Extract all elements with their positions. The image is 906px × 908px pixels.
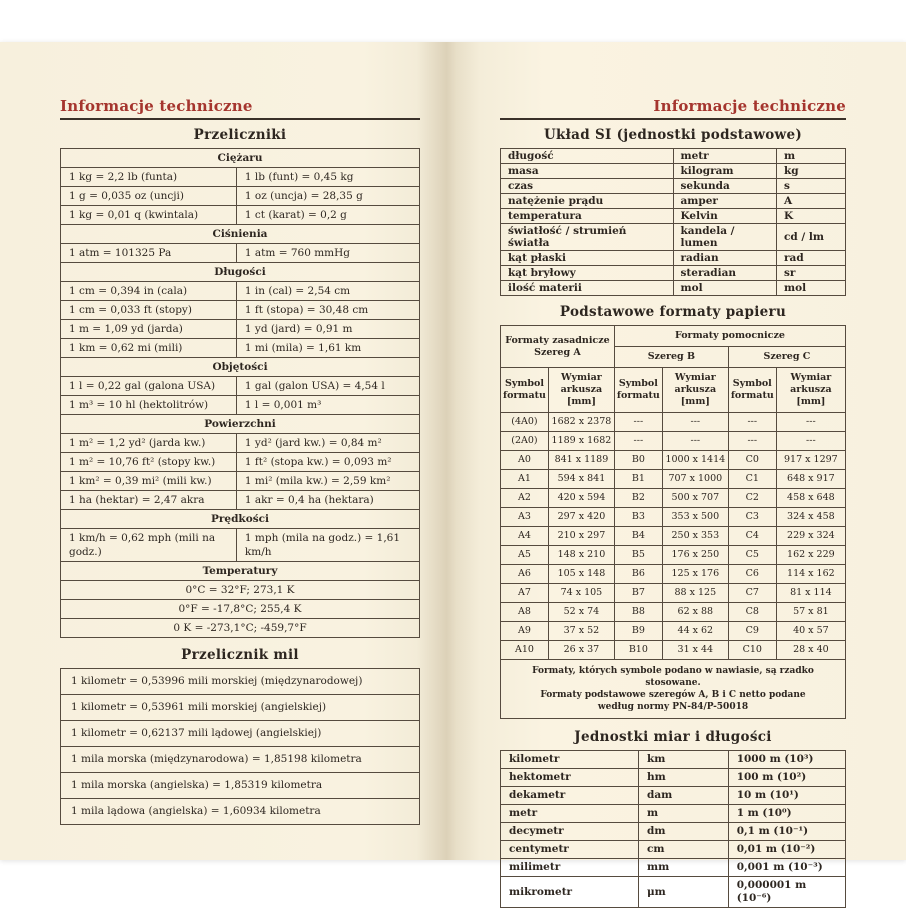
table-row	[61, 721, 420, 747]
table-cell: mol	[777, 281, 846, 296]
table-cell: C9	[728, 622, 776, 641]
section-header-row	[61, 510, 420, 529]
table-row	[61, 799, 420, 825]
table-row	[61, 669, 420, 695]
title-jednostki-miar: Jednostki miar i długości	[574, 729, 772, 745]
table-row	[61, 529, 420, 562]
table-cell: ---	[614, 413, 662, 432]
table-row	[61, 453, 420, 472]
section-header-row	[61, 358, 420, 377]
table-row	[501, 149, 846, 164]
table-row	[501, 603, 846, 622]
table-row	[501, 546, 846, 565]
table-row	[501, 281, 846, 296]
footnote-line: Formaty podstawowe szeregów A, B i C netto podane	[540, 690, 806, 700]
section-header: Prędkości	[61, 510, 420, 529]
table-row	[61, 206, 420, 225]
table-row	[501, 179, 846, 194]
table-cell: ---	[614, 432, 662, 451]
section-header-row	[61, 149, 420, 168]
table-cell: masa	[501, 164, 674, 179]
table-cell: C4	[728, 527, 776, 546]
table-cell: ---	[776, 413, 845, 432]
table-cell: 62 x 88	[662, 603, 728, 622]
table-cell: metr	[673, 149, 777, 164]
section-header-row	[61, 415, 420, 434]
section-header-row	[61, 263, 420, 282]
table-cell: 1 ha (hektar) = 2,47 akra	[61, 491, 237, 510]
table-row	[61, 339, 420, 358]
table-row	[61, 695, 420, 721]
section-header: Temperatury	[61, 562, 420, 581]
table-row	[501, 266, 846, 281]
table-cell: centymetr	[501, 841, 639, 859]
table-row	[61, 320, 420, 339]
table-cell: A	[777, 194, 846, 209]
table-row	[61, 282, 420, 301]
table-row	[61, 581, 420, 600]
table-cell: 176 x 250	[662, 546, 728, 565]
table-cell: 1 km/h = 0,62 mph (mili na godz.)	[61, 529, 237, 562]
table-cell: mol	[673, 281, 777, 296]
table-cell: 1 lb (funt) = 0,45 kg	[236, 168, 419, 187]
table-row	[501, 823, 846, 841]
table-cell: 0 K = -273,1°C; -459,7°F	[61, 619, 420, 638]
table-cell: 125 x 176	[662, 565, 728, 584]
table-row	[501, 451, 846, 470]
table-cell: kąt płaski	[501, 251, 674, 266]
table-cell: ---	[728, 432, 776, 451]
table-cell: B5	[614, 546, 662, 565]
table-cell: A9	[501, 622, 549, 641]
table-cell: 1 atm = 101325 Pa	[61, 244, 237, 263]
table-cell: 229 x 324	[776, 527, 845, 546]
table-cell: 114 x 162	[776, 565, 845, 584]
table-cell: 1 m (10⁰)	[728, 805, 845, 823]
section-header-row	[61, 225, 420, 244]
length-units-table	[500, 750, 846, 908]
table-cell: ilość materii	[501, 281, 674, 296]
table-cell: metr	[501, 805, 639, 823]
table-cell: 1 m = 1,09 yd (jarda)	[61, 320, 237, 339]
table-cell: hektometr	[501, 769, 639, 787]
table-row	[501, 164, 846, 179]
footnote-line: według normy PN-84/P-50018	[597, 702, 749, 712]
header-szereg-b: Szereg B	[614, 347, 728, 368]
table-cell: C10	[728, 641, 776, 660]
table-cell: 1 l = 0,22 gal (galona USA)	[61, 377, 237, 396]
page-right	[500, 97, 846, 908]
table-cell: A7	[501, 584, 549, 603]
table-cell: 0,1 m (10⁻¹)	[728, 823, 845, 841]
section-header: Objętości	[61, 358, 420, 377]
table-row	[61, 619, 420, 638]
table-cell: A6	[501, 565, 549, 584]
table-cell: radian	[673, 251, 777, 266]
table-cell: milimetr	[501, 859, 639, 877]
title-przelicznik-mil: Przelicznik mil	[181, 647, 299, 663]
table-cell: 0,000001 m (10⁻⁶)	[728, 877, 845, 908]
section-header: Ciśnienia	[61, 225, 420, 244]
table-cell: 1189 x 1682	[548, 432, 614, 451]
table-cell: 148 x 210	[548, 546, 614, 565]
table-cell: B7	[614, 584, 662, 603]
table-cell: C0	[728, 451, 776, 470]
table-cell: 1 l = 0,001 m³	[236, 396, 419, 415]
table-cell: B6	[614, 565, 662, 584]
table-row	[61, 773, 420, 799]
table-cell: 1 in (cal) = 2,54 cm	[236, 282, 419, 301]
table-cell: (4A0)	[501, 413, 549, 432]
si-units-table	[500, 148, 846, 296]
table-cell: B8	[614, 603, 662, 622]
page-left	[60, 97, 420, 825]
col-header-wymiar: Wymiar arkusza [mm]	[776, 368, 845, 413]
table-cell: 1 yd² (jard kw.) = 0,84 m²	[236, 434, 419, 453]
table-row	[501, 751, 846, 769]
table-cell: A3	[501, 508, 549, 527]
table-cell: (2A0)	[501, 432, 549, 451]
table-cell: 1 kilometr = 0,53961 mili morskiej (angielskiej)	[61, 695, 420, 721]
table-cell: 1 m² = 1,2 yd² (jarda kw.)	[61, 434, 237, 453]
table-row	[501, 584, 846, 603]
running-head-right: Informacje techniczne	[500, 97, 846, 120]
table-cell: 250 x 353	[662, 527, 728, 546]
table-cell: 37 x 52	[548, 622, 614, 641]
table-cell: sr	[777, 266, 846, 281]
table-cell: 1 mila morska (angielska) = 1,85319 kilometra	[61, 773, 420, 799]
table-cell: 648 x 917	[776, 470, 845, 489]
table-cell: 100 m (10²)	[728, 769, 845, 787]
table-cell: 105 x 148	[548, 565, 614, 584]
table-row	[501, 489, 846, 508]
table-row	[61, 472, 420, 491]
table-cell: 1 km² = 0,39 mi² (mili kw.)	[61, 472, 237, 491]
table-cell: 1000 x 1414	[662, 451, 728, 470]
table-cell: 353 x 500	[662, 508, 728, 527]
col-header-symbol: Symbol formatu	[501, 368, 549, 413]
table-cell: A4	[501, 527, 549, 546]
table-cell: 1 ct (karat) = 0,2 g	[236, 206, 419, 225]
col-header-wymiar: Wymiar arkusza [mm]	[548, 368, 614, 413]
table-cell: 40 x 57	[776, 622, 845, 641]
table-cell: 594 x 841	[548, 470, 614, 489]
table-cell: 1 kilometr = 0,62137 mili lądowej (angielskiej)	[61, 721, 420, 747]
table-cell: B10	[614, 641, 662, 660]
table-row	[501, 787, 846, 805]
table-row	[61, 168, 420, 187]
table-cell: 1 m² = 10,76 ft² (stopy kw.)	[61, 453, 237, 472]
table-cell: 1 m³ = 10 hl (hektolitrów)	[61, 396, 237, 415]
table-cell: 1 mi (mila) = 1,61 km	[236, 339, 419, 358]
table-cell: A5	[501, 546, 549, 565]
col-header-symbol: Symbol formatu	[614, 368, 662, 413]
table-cell: B9	[614, 622, 662, 641]
table-row	[501, 209, 846, 224]
table-cell: mikrometr	[501, 877, 639, 908]
table-cell: kilogram	[673, 164, 777, 179]
paper-formats-header	[501, 326, 846, 413]
table-cell: mm	[639, 859, 729, 877]
table-row	[501, 805, 846, 823]
table-row	[501, 326, 846, 347]
table-row	[61, 187, 420, 206]
col-header-symbol: Symbol formatu	[728, 368, 776, 413]
table-cell: km	[639, 751, 729, 769]
table-cell: B3	[614, 508, 662, 527]
table-cell: 458 x 648	[776, 489, 845, 508]
table-cell: 1 ft (stopa) = 30,48 cm	[236, 301, 419, 320]
running-head-left: Informacje techniczne	[60, 97, 420, 120]
table-cell: 57 x 81	[776, 603, 845, 622]
table-row	[501, 622, 846, 641]
table-cell: 26 x 37	[548, 641, 614, 660]
header-formaty-pomocnicze: Formaty pomocnicze	[614, 326, 845, 347]
table-cell: s	[777, 179, 846, 194]
table-cell: 324 x 458	[776, 508, 845, 527]
table-row	[501, 470, 846, 489]
header-line: Formaty zasadnicze	[505, 334, 610, 346]
table-cell: dam	[639, 787, 729, 805]
table-cell: C8	[728, 603, 776, 622]
table-cell: C3	[728, 508, 776, 527]
table-cell: μm	[639, 877, 729, 908]
table-cell: rad	[777, 251, 846, 266]
table-cell: A2	[501, 489, 549, 508]
table-cell: 0°C = 32°F; 273,1 K	[61, 581, 420, 600]
table-cell: m	[639, 805, 729, 823]
table-cell: 0,01 m (10⁻²)	[728, 841, 845, 859]
table-cell: steradian	[673, 266, 777, 281]
table-row	[501, 641, 846, 660]
table-row	[61, 244, 420, 263]
table-cell: 44 x 62	[662, 622, 728, 641]
table-cell: 1000 m (10³)	[728, 751, 845, 769]
table-cell: kg	[777, 164, 846, 179]
table-cell: 1 gal (galon USA) = 4,54 l	[236, 377, 419, 396]
table-cell: 74 x 105	[548, 584, 614, 603]
footnote-cell	[501, 660, 846, 719]
table-cell: 1 mi² (mila kw.) = 2,59 km²	[236, 472, 419, 491]
section-header: Ciężaru	[61, 149, 420, 168]
title-przeliczniki: Przeliczniki	[193, 127, 287, 143]
table-cell: B1	[614, 470, 662, 489]
table-cell: 917 x 1297	[776, 451, 845, 470]
table-cell: sekunda	[673, 179, 777, 194]
table-row	[61, 301, 420, 320]
table-row	[501, 194, 846, 209]
header-szereg-c: Szereg C	[728, 347, 845, 368]
table-row	[501, 224, 846, 251]
title-formaty-papieru: Podstawowe formaty papieru	[559, 304, 787, 320]
footnote-line: Formaty, których symbole podano w nawiasie, są rzadko stosowane.	[532, 666, 814, 688]
table-cell: 841 x 1189	[548, 451, 614, 470]
table-cell: 1 cm = 0,033 ft (stopy)	[61, 301, 237, 320]
paper-formats-table	[500, 325, 846, 719]
miles-conversion-table	[60, 668, 420, 825]
table-cell: Kelvin	[673, 209, 777, 224]
table-cell: cm	[639, 841, 729, 859]
table-cell: kandela / lumen	[673, 224, 777, 251]
table-row	[61, 377, 420, 396]
table-cell: 1 kilometr = 0,53996 mili morskiej (międzynarodowej)	[61, 669, 420, 695]
table-cell: C7	[728, 584, 776, 603]
table-row	[501, 769, 846, 787]
table-cell: K	[777, 209, 846, 224]
table-cell: 10 m (10¹)	[728, 787, 845, 805]
table-row	[501, 660, 846, 719]
table-cell: 52 x 74	[548, 603, 614, 622]
table-cell: 28 x 40	[776, 641, 845, 660]
table-row	[61, 491, 420, 510]
table-cell: 0°F = -17,8°C; 255,4 K	[61, 600, 420, 619]
table-cell: ---	[662, 432, 728, 451]
table-cell: B2	[614, 489, 662, 508]
table-cell: 88 x 125	[662, 584, 728, 603]
table-cell: 1 kg = 2,2 lb (funta)	[61, 168, 237, 187]
title-uklad-si: Układ SI (jednostki podstawowe)	[543, 127, 803, 143]
table-cell: 162 x 229	[776, 546, 845, 565]
table-cell: 1 atm = 760 mmHg	[236, 244, 419, 263]
table-cell: 0,001 m (10⁻³)	[728, 859, 845, 877]
table-cell: czas	[501, 179, 674, 194]
table-row	[501, 368, 846, 413]
table-cell: 1 oz (uncja) = 28,35 g	[236, 187, 419, 206]
table-cell: m	[777, 149, 846, 164]
table-cell: C5	[728, 546, 776, 565]
table-row	[501, 432, 846, 451]
table-cell: B0	[614, 451, 662, 470]
conversions-table	[60, 148, 420, 638]
table-cell: dm	[639, 823, 729, 841]
table-cell: decymetr	[501, 823, 639, 841]
table-cell: 81 x 114	[776, 584, 845, 603]
table-cell: 1 mila morska (międzynarodowa) = 1,85198 kilometra	[61, 747, 420, 773]
table-cell: 1 akr = 0,4 ha (hektara)	[236, 491, 419, 510]
table-cell: A0	[501, 451, 549, 470]
table-cell: 420 x 594	[548, 489, 614, 508]
table-cell: A10	[501, 641, 549, 660]
header-formaty-zasadnicze	[501, 326, 615, 368]
table-cell: C2	[728, 489, 776, 508]
table-row	[501, 565, 846, 584]
table-cell: B4	[614, 527, 662, 546]
paper-formats-footnote	[501, 660, 846, 719]
table-cell: hm	[639, 769, 729, 787]
table-cell: 31 x 44	[662, 641, 728, 660]
section-header: Powierzchni	[61, 415, 420, 434]
table-row	[501, 508, 846, 527]
table-cell: 707 x 1000	[662, 470, 728, 489]
table-cell: 1 kg = 0,01 q (kwintala)	[61, 206, 237, 225]
table-cell: 1 km = 0,62 mi (mili)	[61, 339, 237, 358]
table-cell: dekametr	[501, 787, 639, 805]
table-cell: 1 g = 0,035 oz (uncji)	[61, 187, 237, 206]
table-cell: natężenie prądu	[501, 194, 674, 209]
table-cell: 297 x 420	[548, 508, 614, 527]
table-cell: światłość / strumień światła	[501, 224, 674, 251]
table-cell: kąt bryłowy	[501, 266, 674, 281]
table-cell: 1 mph (mila na godz.) = 1,61 km/h	[236, 529, 419, 562]
table-row	[61, 600, 420, 619]
table-cell: 210 x 297	[548, 527, 614, 546]
table-cell: C6	[728, 565, 776, 584]
table-row	[61, 434, 420, 453]
table-cell: 1 ft² (stopa kw.) = 0,093 m²	[236, 453, 419, 472]
table-cell: ---	[662, 413, 728, 432]
section-header: Długości	[61, 263, 420, 282]
table-row	[501, 251, 846, 266]
table-row	[501, 877, 846, 908]
table-cell: A8	[501, 603, 549, 622]
table-cell: długość	[501, 149, 674, 164]
table-row	[501, 859, 846, 877]
table-row	[61, 396, 420, 415]
table-cell: 1 cm = 0,394 in (cala)	[61, 282, 237, 301]
table-cell: ---	[728, 413, 776, 432]
section-header-row	[61, 562, 420, 581]
col-header-wymiar: Wymiar arkusza [mm]	[662, 368, 728, 413]
open-book-spread	[0, 42, 906, 904]
table-cell: 1682 x 2378	[548, 413, 614, 432]
table-cell: ---	[776, 432, 845, 451]
table-cell: 500 x 707	[662, 489, 728, 508]
table-row	[501, 413, 846, 432]
table-cell: 1 yd (jard) = 0,91 m	[236, 320, 419, 339]
table-row	[501, 841, 846, 859]
table-row	[61, 747, 420, 773]
table-row	[501, 527, 846, 546]
table-cell: 1 mila lądowa (angielska) = 1,60934 kilometra	[61, 799, 420, 825]
table-cell: amper	[673, 194, 777, 209]
table-cell: kilometr	[501, 751, 639, 769]
table-cell: temperatura	[501, 209, 674, 224]
table-cell: C1	[728, 470, 776, 489]
table-cell: A1	[501, 470, 549, 489]
header-line: Szereg A	[534, 346, 581, 358]
table-cell: cd / lm	[777, 224, 846, 251]
